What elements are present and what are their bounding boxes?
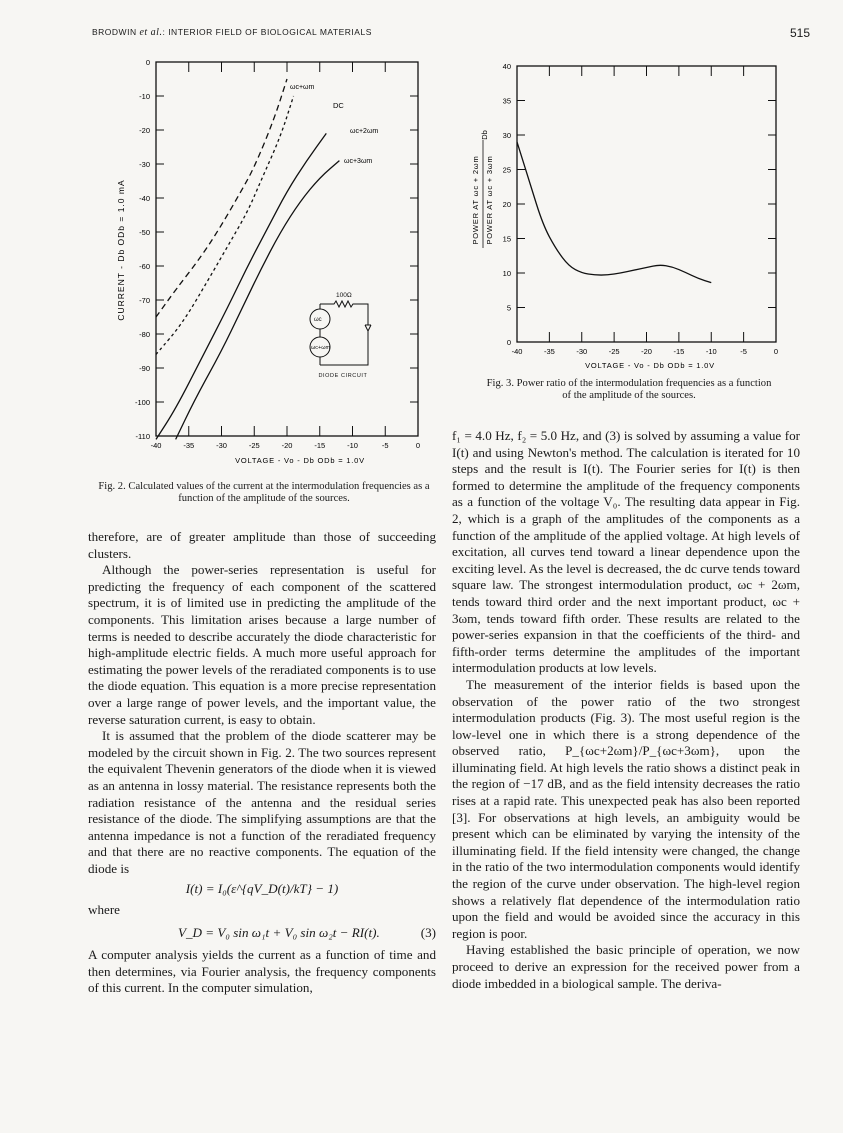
fig2-ytick-label: -20 xyxy=(139,126,150,135)
circuit-diode xyxy=(320,325,371,365)
fig3-ytick-label: 40 xyxy=(502,62,511,71)
fig2-xtick-label: -25 xyxy=(248,441,260,450)
left-paragraph-2: Although the power-series representation is useful for predicting the frequency of each component of the scattered spectrum, it is of limited use in predicting the amplitude of the components. This limitation arises because a large number of terms is needed to describe accurately the diode characteristic for high-amplitude electric fields. A much more useful approach for estimating the power levels of the reradiated components is to use the diode equation. This equation is a more precise representation over a large range of power levels, and the important value, the reverse saturation current, is easy to obtain. xyxy=(88,562,436,727)
circuit-source-1-label: ωc xyxy=(314,317,322,323)
fig2-xlabel: VOLTAGE - Vo - Db ODb = 1.0V xyxy=(235,456,365,465)
fig2-ytick-label: -10 xyxy=(139,92,150,101)
fig2-caption xyxy=(88,481,440,505)
fig3-xtick-label: -30 xyxy=(576,347,588,356)
fig3-xtick-label: 0 xyxy=(773,347,779,356)
fig2-xtick-label: 0 xyxy=(415,441,421,450)
fig3-caption-line1: Fig. 3. Power ratio of the intermodulation frequencies as a function xyxy=(486,378,772,389)
fig3-series-line xyxy=(517,142,711,283)
fig3-caption-line2: of the amplitude of the sources. xyxy=(562,390,696,401)
fig2-xtick-label: -30 xyxy=(216,441,227,450)
right-column xyxy=(452,428,800,992)
page-number: 515 xyxy=(790,26,811,40)
fig3-xtick-label: -5 xyxy=(740,347,747,356)
right-paragraph-1: f₁ = 4.0 Hz, f₂ = 5.0 Hz, and (3) is solved by assuming a value for I(t) and using Newton's method. The calculation is iterated for 10 steps and the result is I(t). The Fourier series for I(t) is then formed to determine the amplitude of the frequency components as a function of the voltage V₀. The resulting data appear in Fig. 2, which is a graph of the amplitudes of the components as a function of the amplitude of the applied voltage. At high levels of excitation, all curves tend toward a linear dependence upon the exciting level. As the level is decreased, the dc curve tends toward square law. The strongest intermodulation product, ωc + 2ωm, tends toward third order and the next important product, ωc + 3ωm, tends toward fifth order. These results are related to the power-series expansion in that the coefficients of the third- and fifth-order terms determine the amplitudes of the important intermodulation products at low levels. xyxy=(452,428,800,676)
circuit-source-1 xyxy=(310,309,330,329)
fig2-label-dc: DC xyxy=(333,101,344,110)
fig2-xtick-label: -5 xyxy=(381,441,389,450)
fig2-label-w3: ωc+3ωm xyxy=(344,158,373,165)
fig3-xtick-label: -40 xyxy=(511,347,523,356)
circuit-label: DIODE CIRCUIT xyxy=(318,373,368,379)
fig2-series-line xyxy=(156,79,287,317)
fig2-series-line xyxy=(156,133,326,439)
header-authors: BRODWIN xyxy=(92,27,137,37)
fig2-label-w1: ωc+ωm xyxy=(290,84,315,91)
left-paragraph-1: therefore, are of greater amplitude than those of succeeding clusters. xyxy=(88,529,436,561)
fig2-ytick-label: -80 xyxy=(139,330,150,339)
fig3-xlabel: VOLTAGE - Vo - Db ODb = 1.0V xyxy=(585,361,715,370)
fig3-caption xyxy=(450,378,808,402)
fig2-ytick-label: -60 xyxy=(139,262,150,271)
where-label: where xyxy=(88,902,120,918)
equation-3 xyxy=(88,925,436,942)
fig2-label-w2: ωc+2ωm xyxy=(350,128,379,135)
fig2-xtick-label: -20 xyxy=(281,441,293,450)
fig2-ytick-label: -100 xyxy=(134,398,150,407)
fig2-ytick-label: -90 xyxy=(139,364,150,373)
fig3-xtick-label: -10 xyxy=(705,347,717,356)
left-paragraph-4: A computer analysis yields the current as a function of time and then determines, via Fourier analysis, the frequency components of this current. In the computer simulation, xyxy=(88,947,436,996)
header-title: : INTERIOR FIELD OF BIOLOGICAL MATERIALS xyxy=(162,27,372,37)
fig3-xtick-label: -35 xyxy=(543,347,555,356)
running-header xyxy=(92,27,372,38)
fig2-ytick-label: -40 xyxy=(139,194,150,203)
fig3-ylabel-unit: Db xyxy=(480,130,489,140)
fig3-ytick-label: 30 xyxy=(502,131,511,140)
circuit-source-2 xyxy=(310,337,330,357)
fig3-xtick-label: -20 xyxy=(641,347,652,356)
fig3-xtick-label: -15 xyxy=(673,347,685,356)
circuit-resistor xyxy=(320,301,368,325)
fig2-ytick-label: -70 xyxy=(139,296,150,305)
equation-diode-current: I(t) = I₀(ε^{qV_D(t)/kT} − 1) xyxy=(185,881,339,897)
left-paragraph-3: It is assumed that the problem of the diode scatterer may be modeled by the circuit shown in Fig. 2. The two sources represent the equivalent Thevenin generators of the diode when it is viewed as an antenna in lossy material. The resistance represents both the radiation resistance of the antenna and the residual series resistance of the diode. The simplifying assumptions are that the antenna impedance is not a function of the reradiated frequency and that there are no reactive components. The equation of the diode is xyxy=(88,728,436,876)
fig3-ylabel-2: POWER AT ωc + 3ωm xyxy=(485,155,494,245)
fig3-xtick-label: -25 xyxy=(608,347,620,356)
circuit-source-2-label: ωc+ωm xyxy=(311,345,331,351)
fig3-ytick-label: 35 xyxy=(502,96,511,106)
fig2-frame xyxy=(156,62,418,436)
fig2-ytick-label: -110 xyxy=(135,432,150,441)
right-paragraph-3: Having established the basic principle of operation, we now proceed to derive an expression for the received power from a diode imbedded in a biological sample. The deriva- xyxy=(452,942,800,991)
fig3-ytick-label: 20 xyxy=(502,200,511,209)
fig3-ytick-label: 15 xyxy=(502,234,511,244)
fig2-series-line xyxy=(156,96,294,354)
fig2-xtick-label: -15 xyxy=(314,441,326,450)
equation-3-body: V_D = V₀ sin ω₁t + V₀ sin ω₂t − RI(t). xyxy=(178,924,380,940)
fig3-ytick-label: 5 xyxy=(506,303,511,313)
fig3-ylabel-1: POWER AT ωc + 2ωm xyxy=(471,155,480,245)
equation-3-number: (3) xyxy=(420,924,436,940)
fig3-ytick-label: 10 xyxy=(502,269,511,278)
fig3-ytick-label: 25 xyxy=(502,165,511,175)
fig2-xtick-label: -35 xyxy=(183,441,195,450)
fig2-ytick-label: -50 xyxy=(139,228,150,237)
fig2-ytick-label: 0 xyxy=(145,58,150,67)
circuit-resistor-label: 100Ω xyxy=(336,292,352,299)
fig2-xtick-label: -40 xyxy=(150,441,162,450)
left-column xyxy=(88,529,436,997)
fig2-series-line xyxy=(176,161,340,440)
right-paragraph-2: The measurement of the interior fields is based upon the observation of the power ratio of the two strongest intermodulation products (Fig. 3). The most useful region is the low-level one in which there is a strong dependence of the observed ratio, P_{ωc+2ωm}/P_{ωc+3ωm}, upon the illuminating field. At high levels the ratio shows a distinct peak in the region of −17 dB, and as the field intensity decreases the ratio rises at a rapid rate. This unexpected peak has also been reported [3]. For observations at high levels, an ambiguity would be present which can be eliminated by varying the intensity of the illuminating field. If the field intensity were changed, the change in the ratio of the two intermodulation components would identify the region of the curve under observation. The high-level region shows a relatively flat dependence of the intermodulation ratio upon the field and would be avoided since the accuracy in this region is poor. xyxy=(452,676,800,941)
header-etal: et al. xyxy=(139,27,163,38)
fig2-ytick-label: -30 xyxy=(139,160,150,169)
fig2-caption-text: Fig. 2. Calculated values of the current at the intermodulation frequencies as a function of the amplitude of the sources. xyxy=(98,481,430,504)
fig2-xtick-label: -10 xyxy=(347,441,358,450)
fig3-ytick-label: 0 xyxy=(506,338,511,347)
fig3-frame xyxy=(517,66,776,342)
diode-circuit xyxy=(310,292,371,379)
fig2-ylabel: CURRENT - Db ODb = 1.0 mA xyxy=(116,179,126,321)
